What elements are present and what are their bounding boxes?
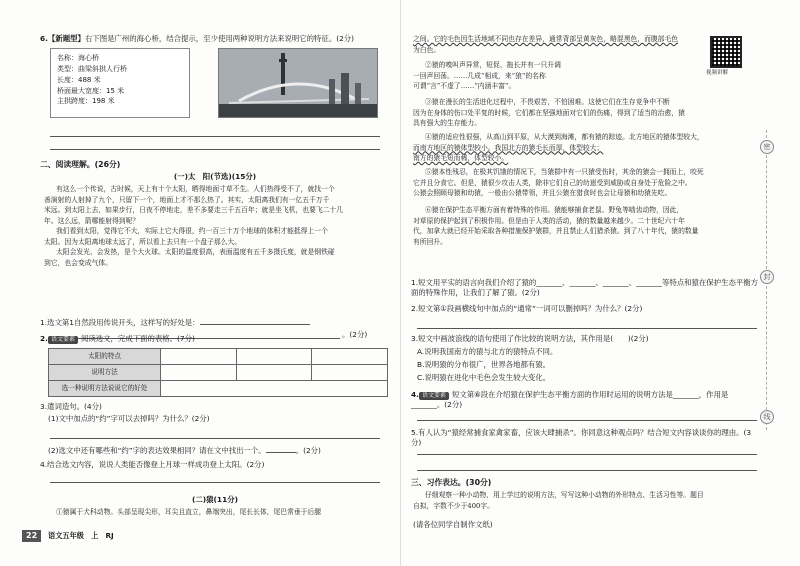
table-row bbox=[49, 381, 388, 397]
question-1: 1.选文第1自然段用传说开头，这样写的好处是： bbox=[40, 318, 390, 328]
passage-sun-title: (一)太 阳(节选)(15分) bbox=[173, 172, 257, 181]
qr-code-icon[interactable] bbox=[710, 36, 742, 68]
passage-wolf-continued bbox=[413, 34, 713, 55]
bridge-photo bbox=[218, 48, 378, 118]
essay-prompt bbox=[413, 490, 759, 511]
essay-note: (请各位同学自制作文纸) bbox=[413, 520, 493, 529]
answer-line[interactable] bbox=[417, 420, 757, 421]
question-6: 6.【新题型】右下图是广州的海心桥，结合提示，至少使用两种说明方法来说明它的特征。(2分) bbox=[40, 34, 355, 43]
passage-line: 而南方地区的猿体型较小。我国北方的猿毛长而厚，体型较大； bbox=[413, 143, 604, 152]
section-writing-heading: 三、习作表达。(30分) bbox=[411, 478, 492, 487]
right-question-5: 5.有人认为“猿经常捕食家禽家畜，应该大肆捕杀”。你同意这种观点吗？结合短文内容谈谈你的理由。(3分) bbox=[411, 428, 752, 447]
table-row bbox=[49, 365, 388, 381]
passage-line: 可谓“言”不虚了……“内涵丰富”。 bbox=[413, 82, 516, 91]
right-question-1: 1.短文用平实的语言向我们介绍了猿的_______、_______、_______、_______等特点和猿在保护生态平衡方面的特殊作用，让我们了解了猿。(2分) bbox=[411, 278, 759, 297]
question-2: 2. 语文要素 阅读选文，完成下面的表格。(7分) bbox=[40, 334, 195, 343]
right-question-3: 3.短文中画波浪线的语句使用了作比较的说明方法，其作用是( )(2分) bbox=[411, 334, 649, 343]
passage-line: 为白色。 bbox=[413, 45, 441, 54]
answer-line[interactable] bbox=[50, 438, 380, 439]
passage-line: 代，加拿大就已经开始采取各种措施保护猿群，并且禁止人们猎杀猿。到了八十年代，猿的数量 bbox=[413, 227, 699, 236]
table-header: 说明方法 bbox=[49, 365, 161, 381]
table-cell[interactable] bbox=[312, 349, 388, 365]
table-header: 选一种说明方法说说它的好处 bbox=[49, 381, 161, 397]
table-cell[interactable] bbox=[161, 349, 237, 365]
binding-mark: 封 bbox=[760, 270, 774, 284]
info-width: 桥面最大宽度：15 米 bbox=[57, 86, 125, 95]
passage-line: 太阳会发光、会发热，是个大火球。太阳的温度很高，表面温度有五千多摄氏度，就是钢铁碰 bbox=[56, 248, 335, 257]
binding-mark: 线 bbox=[760, 410, 774, 424]
table-row bbox=[49, 349, 388, 365]
passage-line: 之间。它的毛色因生活地域不同也存在差异，通常背部呈黄灰色，略混黑色，而腹部毛色 bbox=[413, 35, 679, 43]
info-type: 类型：曲梁斜拱人行桥 bbox=[57, 64, 127, 73]
info-span: 主拱跨度：198 米 bbox=[57, 97, 115, 106]
passage-line: 善演射的人射掉了九个，只留下一个，地面上才不那么热了。其实，太阳离我们有一亿五千万千 bbox=[44, 195, 330, 204]
option-b[interactable]: B.说明猿的分布很广，世界各地都有猿。 bbox=[417, 360, 551, 369]
passage-line: 一回声回荡。……几成“相成，来“狼”的名称 bbox=[413, 71, 546, 80]
essay-line: 仔细观察一种小动物，用上学过的说明方法，写写这种小动物的外形特点、生活习性等。题目 bbox=[425, 491, 704, 499]
table-header: 太阳的特点 bbox=[49, 349, 161, 365]
passage-line: 具有强大的生存能力。 bbox=[413, 119, 481, 128]
info-length: 长度：488 米 bbox=[57, 75, 101, 84]
passage-line: 年。这么远，箭哪能射得到呢？ bbox=[44, 216, 140, 225]
question-1-score: 。(2分) bbox=[342, 330, 368, 339]
passage-line: ④猿的适应性很强，从高山到平原，从大漠到海滩，都有猿的踪迹。北方地区的猿体型较大， bbox=[425, 133, 704, 141]
passage-line: ⑤猿本性残忍，在极其饥饿的情况下，当猿群中有一只猿受伤时，其余的猿会一拥而上，咬死 bbox=[425, 168, 704, 176]
option-a[interactable]: A.说明我国南方的猿与北方的猿特点不同。 bbox=[417, 347, 558, 356]
bridge-info-box bbox=[50, 48, 190, 118]
info-name: 名称：海心桥 bbox=[57, 54, 99, 62]
question-3-sub1: (1)文中加点的“约”字可以去掉吗？为什么？(2分) bbox=[48, 414, 210, 423]
yuwen-yaosu-tag: 语文要素 bbox=[48, 336, 78, 344]
passage-line: 有所回升。 bbox=[413, 237, 447, 246]
passage-line: ⑥猿在保护生态平衡方面有着特殊的作用。猿能够捕食老鼠、野兔等啮齿动物，因此， bbox=[425, 206, 684, 214]
table-cell[interactable] bbox=[236, 365, 312, 381]
right-page bbox=[400, 0, 800, 566]
table-cell[interactable] bbox=[161, 381, 388, 397]
passage-line: 米远。到太阳上去，如果步行，日夜不停地走，差不多要走三千五百年；就是坐飞机，也要飞二十几 bbox=[44, 206, 344, 215]
answer-line[interactable] bbox=[50, 149, 380, 150]
passage-para-2 bbox=[413, 60, 713, 92]
passage-line: 南方的猿毛短而稀，体型较小。 bbox=[413, 154, 509, 163]
question-4: 4.结合选文内容，说说人类能否像登上月球一样成功登上太阳。(2分) bbox=[40, 460, 265, 469]
sun-table bbox=[48, 348, 388, 397]
answer-line[interactable] bbox=[417, 328, 757, 329]
passage-line: 公猿会照顾母猿和幼猿，一般由公猿带领，并且公猿在猎食时也会让母猿和幼猿先吃。 bbox=[413, 189, 672, 198]
passage-sun-text bbox=[44, 184, 390, 268]
passage-line: ③猿在漫长的生活进化过程中，不畏艰苦，不怕困难。这使它们在生存竞争中不断 bbox=[425, 98, 670, 106]
passage-line: 到它，也会变成气体。 bbox=[44, 258, 112, 267]
page-footer: 语文五年级 上 RJ bbox=[48, 531, 114, 540]
passage-wolf-title: (二)猿(11分) bbox=[192, 495, 238, 504]
binding-mark: 密 bbox=[760, 140, 774, 154]
yuwen-yaosu-tag: 语文要素 bbox=[419, 392, 449, 400]
passage-wolf-first-line: ①猿属于犬科动物。头部呈现尖形，耳尖且直立，鼻端突出，尾长长体，尾巴常垂于后腿 bbox=[56, 508, 322, 516]
table-cell[interactable] bbox=[312, 365, 388, 381]
passage-line: 因为在身体的伤口处平复的时候，它们都在坚强地面对它们的伤痛，得到了适当的治愈，猿 bbox=[413, 108, 685, 117]
passage-line: 有这么一个传说，古时候，天上有十个太阳，晒得地面寸草不生。人们热得受不了，就找一个 bbox=[56, 185, 335, 193]
passage-line: 太阳。因为太阳离地球太远了，所以看上去只有一个盘子那么大。 bbox=[44, 237, 242, 246]
qr-label: 视频讲解 bbox=[706, 70, 729, 76]
question-3: 3.遣词造句。(4分) bbox=[40, 402, 102, 411]
question-3-sub2: (2)选文中还有哪些和“约”字的表达效果相同？请在文中找出一个。 。(2分) bbox=[48, 446, 321, 455]
answer-line[interactable] bbox=[50, 136, 380, 137]
passage-para-3 bbox=[413, 97, 759, 129]
answer-line[interactable] bbox=[417, 470, 757, 471]
passage-line: 我们看到太阳，觉得它不大，实际上它大得很，约一百三十万个地球的体积才能抵得上一个 bbox=[56, 227, 328, 236]
passage-line: 对草原的保护起到了积极作用。但是由于人类的活动，猿的数量越来越少。二十世纪六十年 bbox=[413, 216, 685, 225]
passage-para-6 bbox=[413, 205, 759, 247]
answer-line[interactable] bbox=[417, 454, 757, 455]
option-c[interactable]: C.说明猿在进化中毛色会发生较大变化。 bbox=[417, 373, 551, 382]
right-question-2: 2.短文第①段画横线句中加点的“通常”一词可以删掉吗？为什么？(2分) bbox=[411, 304, 643, 313]
section-reading-heading: 二、阅读理解。(26分) bbox=[40, 160, 121, 169]
answer-line[interactable] bbox=[50, 482, 380, 483]
passage-line: ②猿的嗅叫声异常，短促、拖长并有一只升调 bbox=[425, 61, 561, 69]
passage-para-5 bbox=[413, 167, 759, 199]
right-question-4: 4. 语文要素 短文第⑥段在介绍猿在保护生态平衡方面的作用时运用的说明方法是_______，作用是_______。(2分) bbox=[411, 390, 729, 409]
passage-line: 它并且分食它。但是，猿很少攻击人类，除非它们自己的幼崽受到威胁或自身处于危险之中。 bbox=[413, 178, 692, 187]
page-number: 22 bbox=[22, 530, 41, 542]
table-cell[interactable] bbox=[161, 365, 237, 381]
essay-line: 自拟，字数不少于400字。 bbox=[413, 501, 494, 510]
passage-para-4 bbox=[413, 132, 759, 164]
table-cell[interactable] bbox=[236, 349, 312, 365]
